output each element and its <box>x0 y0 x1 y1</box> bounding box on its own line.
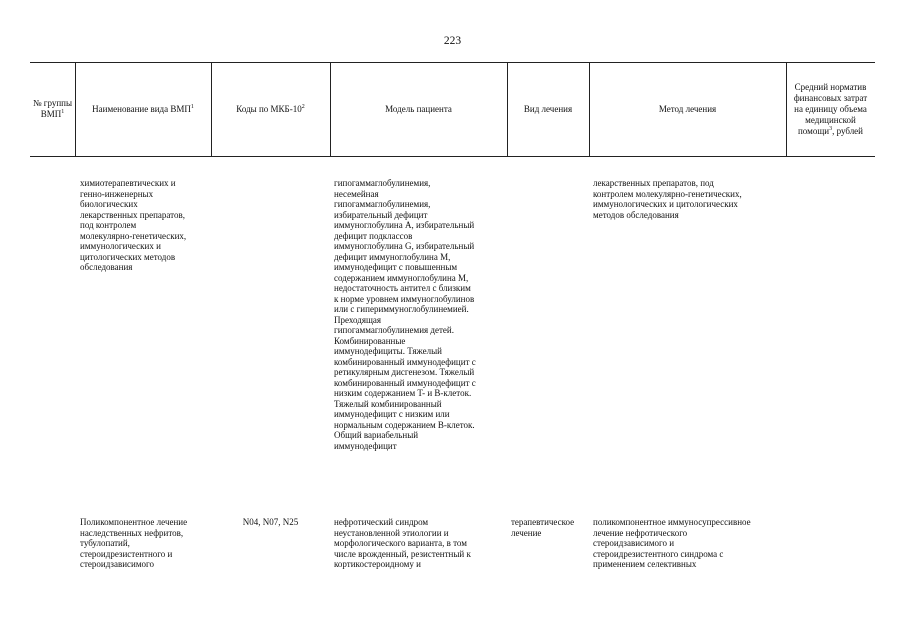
header-icd-codes: Коды по МКБ-$10^2$ <box>236 103 305 114</box>
header-name: Наименование вида ВМП$^1$ <box>92 103 194 114</box>
table-cell-patient-model: нефротический синдром неустановленной этиологии и морфологического варианта, в том числе врожденный, резистентный к кортикостероидному и <box>334 517 471 569</box>
table-cell-patient-model: гипогаммаглобулинемия, несемейная гипогаммаглобулинемия, избирательный дефицит иммуноглобулина A, избирательный дефицит подклассов иммуноглобулина G, избирательный дефицит иммуноглобулина M, иммунодефицит с повышенным содержанием иммуноглобулина M, недостаточность антител с близким к норме уровнем иммуноглобулинов или с гипериммуноглобулинемией. Преходящая гипогаммаглобулинемия детей. Комбинированные иммунодефициты. Тяжелый комбинированный иммунодефицит с ретикулярным дисгенезом. Тяжелый комбинированный иммунодефицит с низким содержанием T- и B-клеток. Тяжелый комбинированный иммунодефицит с низким или нормальным содержанием B-клеток. Общий вариабельный иммунодефицит <box>334 178 476 451</box>
header-treatment-method: Метод лечения <box>658 103 717 114</box>
header-group-no: № группы ВМП$^1$ <box>32 98 73 119</box>
page-number: 223 <box>443 35 462 47</box>
table-cell-name: химиотерапевтических и генно-инженерных биологических лекарственных препаратов, под контролем молекулярно-генетических, иммунологических и цитологических методов обследования <box>80 178 187 272</box>
table-cell-treatment-type: терапевтическое лечение <box>511 517 575 538</box>
header-patient-model: Модель пациента <box>385 103 452 114</box>
header-bottom-rule <box>30 156 875 157</box>
table-cell-name: Поликомпонентное лечение наследственных нефритов, тубулопатий, стероидрезистентного и стероидзависимого <box>80 517 188 569</box>
header-treatment-type: Вид лечения <box>523 103 573 114</box>
header-average-cost: Средний норматив финансовых затрат на единицу объема медицинской помощи$^3$, рублей <box>793 81 868 136</box>
table-cell-icd-codes: N04, N07, N25 <box>242 517 299 527</box>
table-cell-treatment-method: поликомпонентное иммуносупрессивное лечение нефротического стероидзависимого и стероидрезистентного синдрома с применением селективных <box>593 517 751 569</box>
table-cell-treatment-method: лекарственных препаратов, под контролем молекулярно-генетических, иммунологических и цитологических методов обследования <box>593 178 742 220</box>
